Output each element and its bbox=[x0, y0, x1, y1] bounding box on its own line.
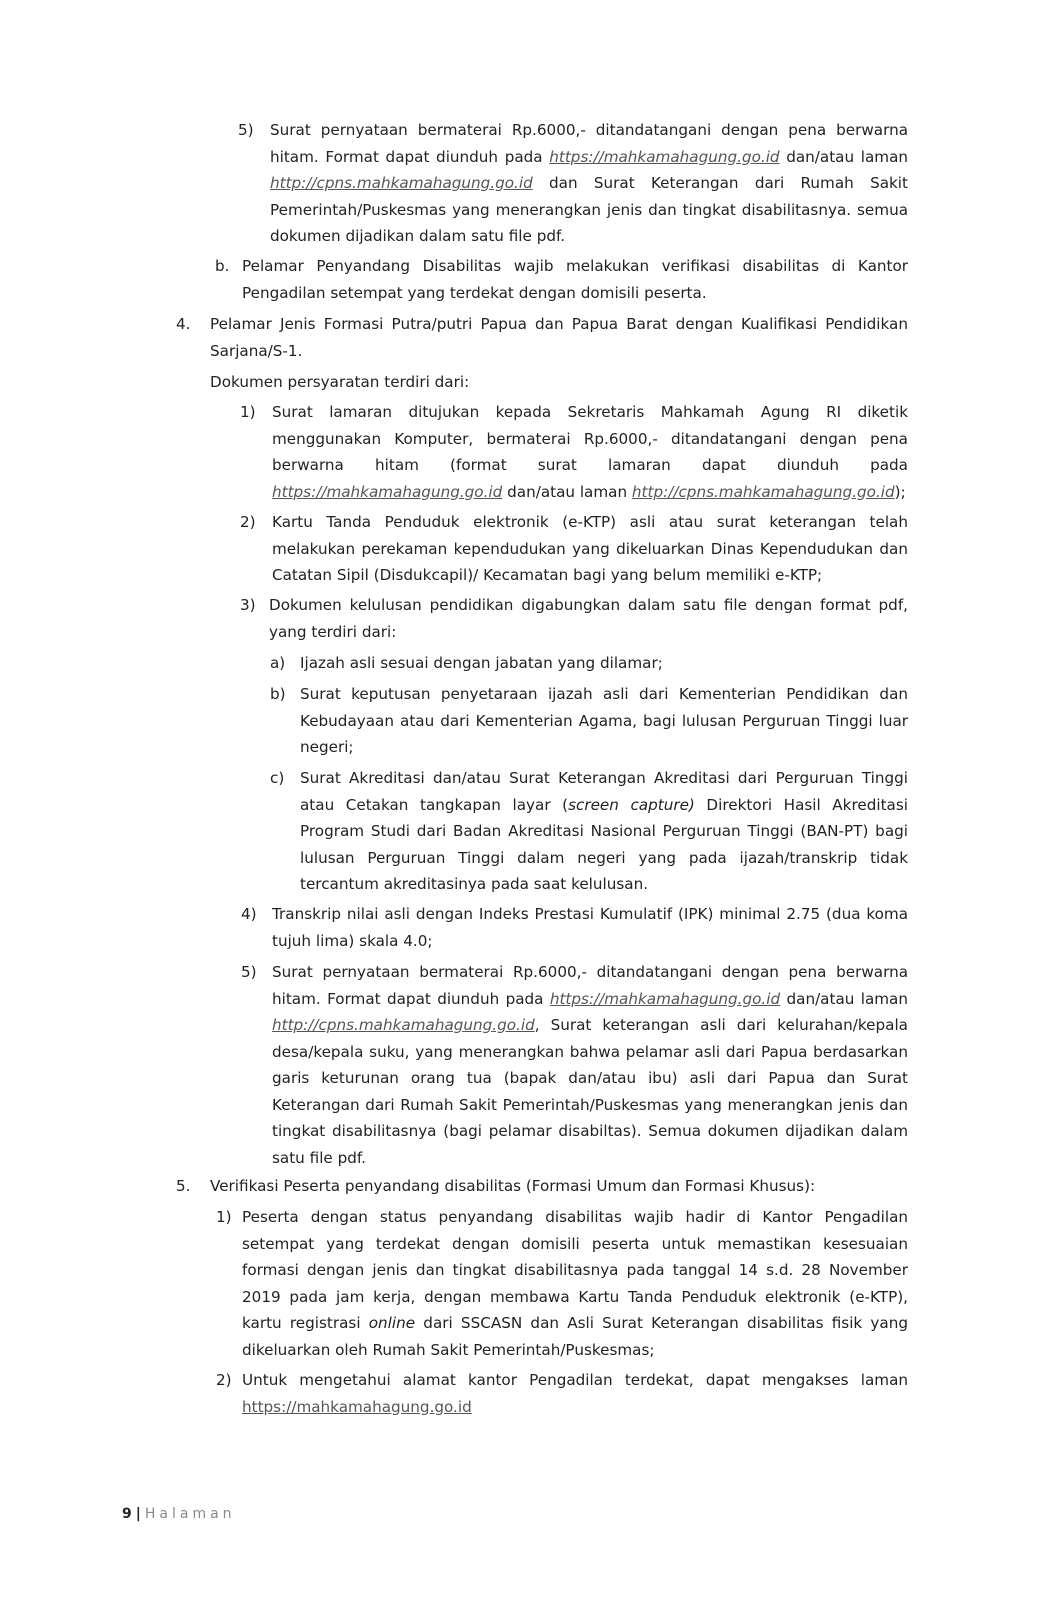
text-run: Peserta dengan status penyandang disabilitas wajib hadir di Kantor Pengadilan setempat yang terdekat dengan domisili peserta untuk memastikan kesesuaian formasi dengan jenis dan tingkat disabilitasnya pada tanggal 14 s.d. 28 November 2019 pada jam kerja, dengan membawa Kartu Tanda Penduduk elektronik (e-KTP), kartu registrasi bbox=[242, 1208, 908, 1332]
text-run: Direktori Hasil Akreditasi Program Studi dari Badan Akreditasi Nasional Perguruan Tinggi (BAN-PT) bagi lulusan Perguruan Tinggi dalam negeri yang pada ijazah/transkrip tidak tercantum akreditasinya pada saat kelulusan. bbox=[300, 795, 908, 893]
item-number: 1) bbox=[216, 1208, 232, 1226]
subitem-number: c) bbox=[270, 769, 285, 787]
italic-run: screen capture) bbox=[568, 795, 695, 814]
text-run: dan/atau laman bbox=[502, 482, 632, 501]
footer-separator: | bbox=[135, 1506, 141, 1522]
section-5-text: Verifikasi Peserta penyandang disabilitas (Formasi Umum dan Formasi Khusus): bbox=[210, 1177, 816, 1195]
section-number: 4. bbox=[176, 315, 191, 333]
link-mahkamahagung[interactable]: https://mahkamahagung.go.id bbox=[549, 147, 780, 166]
text-run: Surat pernyataan bermaterai Rp.6000,- ditandatangani dengan pena berwarna hitam. Format dapat diunduh pada bbox=[270, 121, 908, 166]
text-run: Surat pernyataan bermaterai Rp.6000,- ditandatangani dengan pena berwarna hitam. Format dapat diunduh pada bbox=[272, 963, 908, 1008]
subitem-number: b) bbox=[270, 685, 286, 703]
section-number: 5. bbox=[176, 1177, 191, 1195]
text-run: ); bbox=[894, 482, 906, 501]
footer-label: Halaman bbox=[144, 1506, 236, 1522]
section-4-text: Pelamar Jenis Formasi Putra/putri Papua dan Papua Barat dengan Kualifikasi Pendidikan Sarjana/S-1. bbox=[210, 315, 908, 360]
docs-intro: Dokumen persyaratan terdiri dari: bbox=[210, 373, 470, 391]
link-cpns[interactable]: http://cpns.mahkamahagung.go.id bbox=[272, 1016, 535, 1034]
item-number: b. bbox=[215, 257, 230, 275]
item-5-1-text bbox=[242, 1204, 908, 1363]
link-mahkamahagung[interactable]: https://mahkamahagung.go.id bbox=[272, 482, 503, 501]
link-mahkamahagung[interactable]: https://mahkamahagung.go.id bbox=[242, 1397, 472, 1416]
text-run: dan Surat Keterangan dari Rumah Sakit Pemerintah/Puskesmas yang menerangkan jenis dan tingkat disabilitasnya. semua dokumen dijadikan dalam satu file pdf. bbox=[270, 174, 908, 245]
italic-run: online bbox=[368, 1314, 416, 1332]
item-number: 5) bbox=[238, 121, 254, 139]
item-4-2-text: Kartu Tanda Penduduk elektronik (e-KTP) asli atau surat keterangan telah melakukan perekaman kependudukan yang dikeluarkan Dinas Kependudukan dan Catatan Sipil (Disdukcapil)/ Kecamatan bagi yang belum memiliki e-KTP; bbox=[272, 513, 908, 584]
item-number: 5) bbox=[241, 963, 257, 981]
subitem-c-text bbox=[300, 765, 908, 898]
text-run: dari SSCASN dan Asli Surat Keterangan disabilitas fisik yang dikeluarkan oleh Rumah Sakit Pemerintah/Puskesmas; bbox=[242, 1314, 908, 1359]
text-run: Surat lamaran ditujukan kepada Sekretaris Mahkamah Agung RI diketik menggunakan Komputer, bermaterai Rp.6000,- ditandatangani dengan pena berwarna hitam (format surat lamaran dapat diunduh pada bbox=[272, 403, 908, 474]
page-number: 9 bbox=[122, 1506, 132, 1522]
subitem-a-text: Ijazah asli sesuai dengan jabatan yang dilamar; bbox=[300, 654, 663, 672]
item-number: 1) bbox=[240, 403, 256, 421]
item-5-2-text bbox=[242, 1367, 908, 1420]
item-a5-text bbox=[270, 117, 908, 250]
item-number: 4) bbox=[241, 905, 257, 923]
text-run: Untuk mengetahui alamat kantor Pengadilan terdekat, dapat mengakses laman bbox=[242, 1371, 908, 1389]
item-4-1-text bbox=[272, 399, 908, 505]
subitem-number: a) bbox=[270, 654, 286, 672]
item-b-text: Pelamar Penyandang Disabilitas wajib melakukan verifikasi disabilitas di Kantor Pengadilan setempat yang terdekat dengan domisili peserta. bbox=[242, 257, 908, 302]
subitem-b-text: Surat keputusan penyetaraan ijazah asli dari Kementerian Pendidikan dan Kebudayaan atau dari Kementerian Agama, bagi lulusan Perguruan Tinggi luar negeri; bbox=[300, 685, 908, 756]
link-cpns[interactable]: http://cpns.mahkamahagung.go.id bbox=[270, 174, 533, 192]
text-run: Surat Akreditasi dan/atau Surat Keterangan Akreditasi dari Perguruan Tinggi atau Cetakan tangkapan layar ( bbox=[300, 769, 908, 814]
item-4-3-text: Dokumen kelulusan pendidikan digabungkan dalam satu file dengan format pdf, yang terdiri dari: bbox=[269, 596, 908, 641]
text-run: dan/atau laman bbox=[779, 147, 909, 166]
item-4-5-text bbox=[272, 959, 908, 1171]
item-number: 2) bbox=[216, 1371, 232, 1389]
item-number: 3) bbox=[240, 596, 256, 614]
page-footer bbox=[122, 1506, 236, 1522]
link-cpns[interactable]: http://cpns.mahkamahagung.go.id bbox=[631, 482, 895, 501]
link-mahkamahagung[interactable]: https://mahkamahagung.go.id bbox=[549, 989, 781, 1008]
text-run: , Surat keterangan asli dari kelurahan/kepala desa/kepala suku, yang menerangkan bahwa pelamar asli dari Papua berdasarkan garis keturunan orang tua (bapak dan/atau ibu) asli dari Papua dan Surat Keterangan dari Rumah Sakit Pemerintah/Puskesmas yang menerangkan jenis dan tingkat disabilitasnya (bagi pelamar disabiltas). Semua dokumen dijadikan dalam satu file pdf. bbox=[272, 1016, 908, 1167]
item-4-4-text: Transkrip nilai asli dengan Indeks Prestasi Kumulatif (IPK) minimal 2.75 (dua koma tujuh lima) skala 4.0; bbox=[272, 905, 908, 950]
text-run: dan/atau laman bbox=[780, 989, 908, 1008]
item-number: 2) bbox=[240, 513, 256, 531]
